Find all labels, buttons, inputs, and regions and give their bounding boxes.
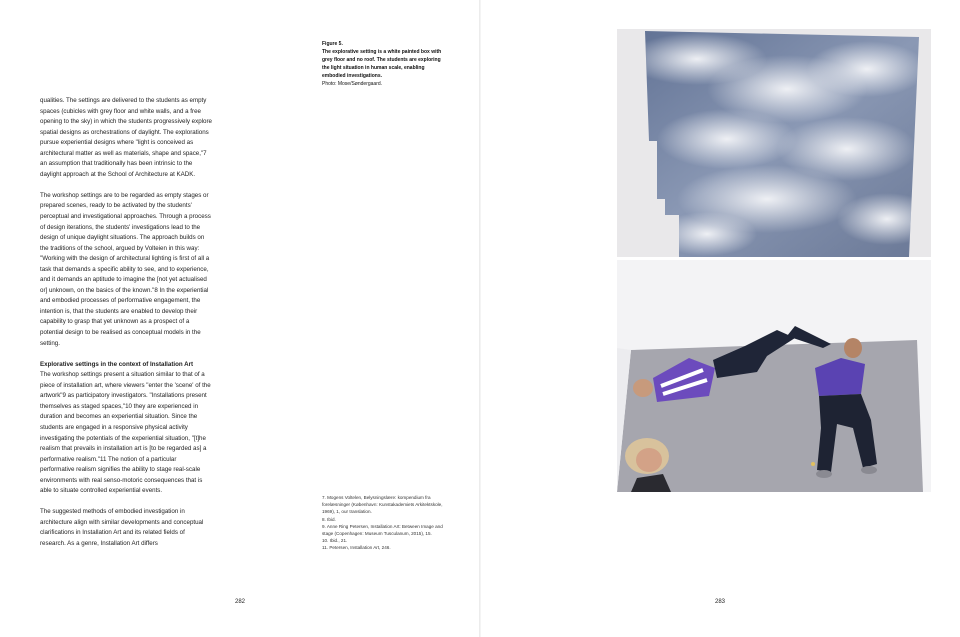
footnotes	[322, 494, 448, 552]
figure-caption	[322, 40, 448, 88]
page-gutter	[479, 0, 481, 637]
page-number-right: 283	[714, 599, 725, 605]
figure-caption-text: The explorative setting is a white painted box with grey floor and no roof. The students are exploring the light situation in human scale, enabling embodied investigations.	[322, 49, 442, 79]
paragraph-1: qualities. The settings are delivered to the students as empty spaces (cubicles with grey floor and white walls, and a free opening to the sky) in which the students progressively explore spatial designs as orchestrations of daylight. The explorations pursue experiential designs where "light is conceived as architectural matter as well as materials, shape and space,"7 an assumption that traditionally has been intrinsic to the daylight approach at the School of Architecture at KADK.	[40, 97, 212, 178]
page-number-left: 282	[234, 599, 245, 605]
footnote-11: 11. Petersen, Installation Art, 246.	[322, 545, 391, 551]
footnote-10: 10. Ibid., 21.	[322, 538, 348, 544]
figure-label: Figure 5.	[322, 41, 343, 47]
photo-credit: Photo: Mose/Søndergaard.	[322, 81, 383, 87]
section-heading: Explorative settings in the context of Installation Art	[40, 360, 194, 368]
footnote-8: 8. Ibid.	[322, 516, 336, 522]
footnote-9: 9. Anne Ring Petersen, Installation Art: Between Image and stage (Copenhagen: Museum Tusculanum, 2015), 15.	[322, 523, 443, 537]
photo-students-on-floor	[617, 260, 931, 492]
footnote-7: 7. Mogens Voltelen, Belysningslære: kompendium fra forelæsninger (København: Kunstakademiets Arkitektskole, 1969), 1, our translation.	[322, 495, 443, 515]
paragraph-3: The workshop settings present a situation similar to that of a piece of installation art, where viewers "enter the 'scene' of the artwork"9 as participatory investigators. "Installations present themselves as staged spaces,"10 they are experienced in duration and becomes an experiential situation. Since the students are engaged in a responsive physical activity investigating the potentials of the experiential situation, "[t]he realism that prevails in installation art is [to be regarded as] a performative realism."11 The notion of a particular performative realism signifies the ability to stage real-scale environments with real senso-motoric consequences that is able to situate controlled experiential events.	[40, 371, 211, 495]
body-text-column	[40, 96, 212, 560]
paragraph-4: The suggested methods of embodied investigation in architecture align with similar developments and conceptual clarifications in Installation Art and its related fields of research. As a genre, Installation Art differs	[40, 508, 204, 547]
photo-sky-opening	[617, 29, 931, 257]
paragraph-2: The workshop settings are to be regarded as empty stages or prepared scenes, ready to be activated by the students' perceptual and investigational approaches. Through a process of design iterations, the students' investigations lead to the design of unique daylight situations. The approach builds on the traditions of the school, argued by Volteien in this way: "Working with the design of architectural lighting is first of all a task that demands a specific ability to see, and to experience, and it demands an aptitude to imagine the [not yet actualised or] unknown, on the basics of the known."8 In the experiential and embodied processes of performative engagement, the intention is, that the students are enabled to develop their capability to grasp that yet unknown as a prospect of a potential design to be realised as conceptual models in the setting.	[40, 191, 211, 347]
